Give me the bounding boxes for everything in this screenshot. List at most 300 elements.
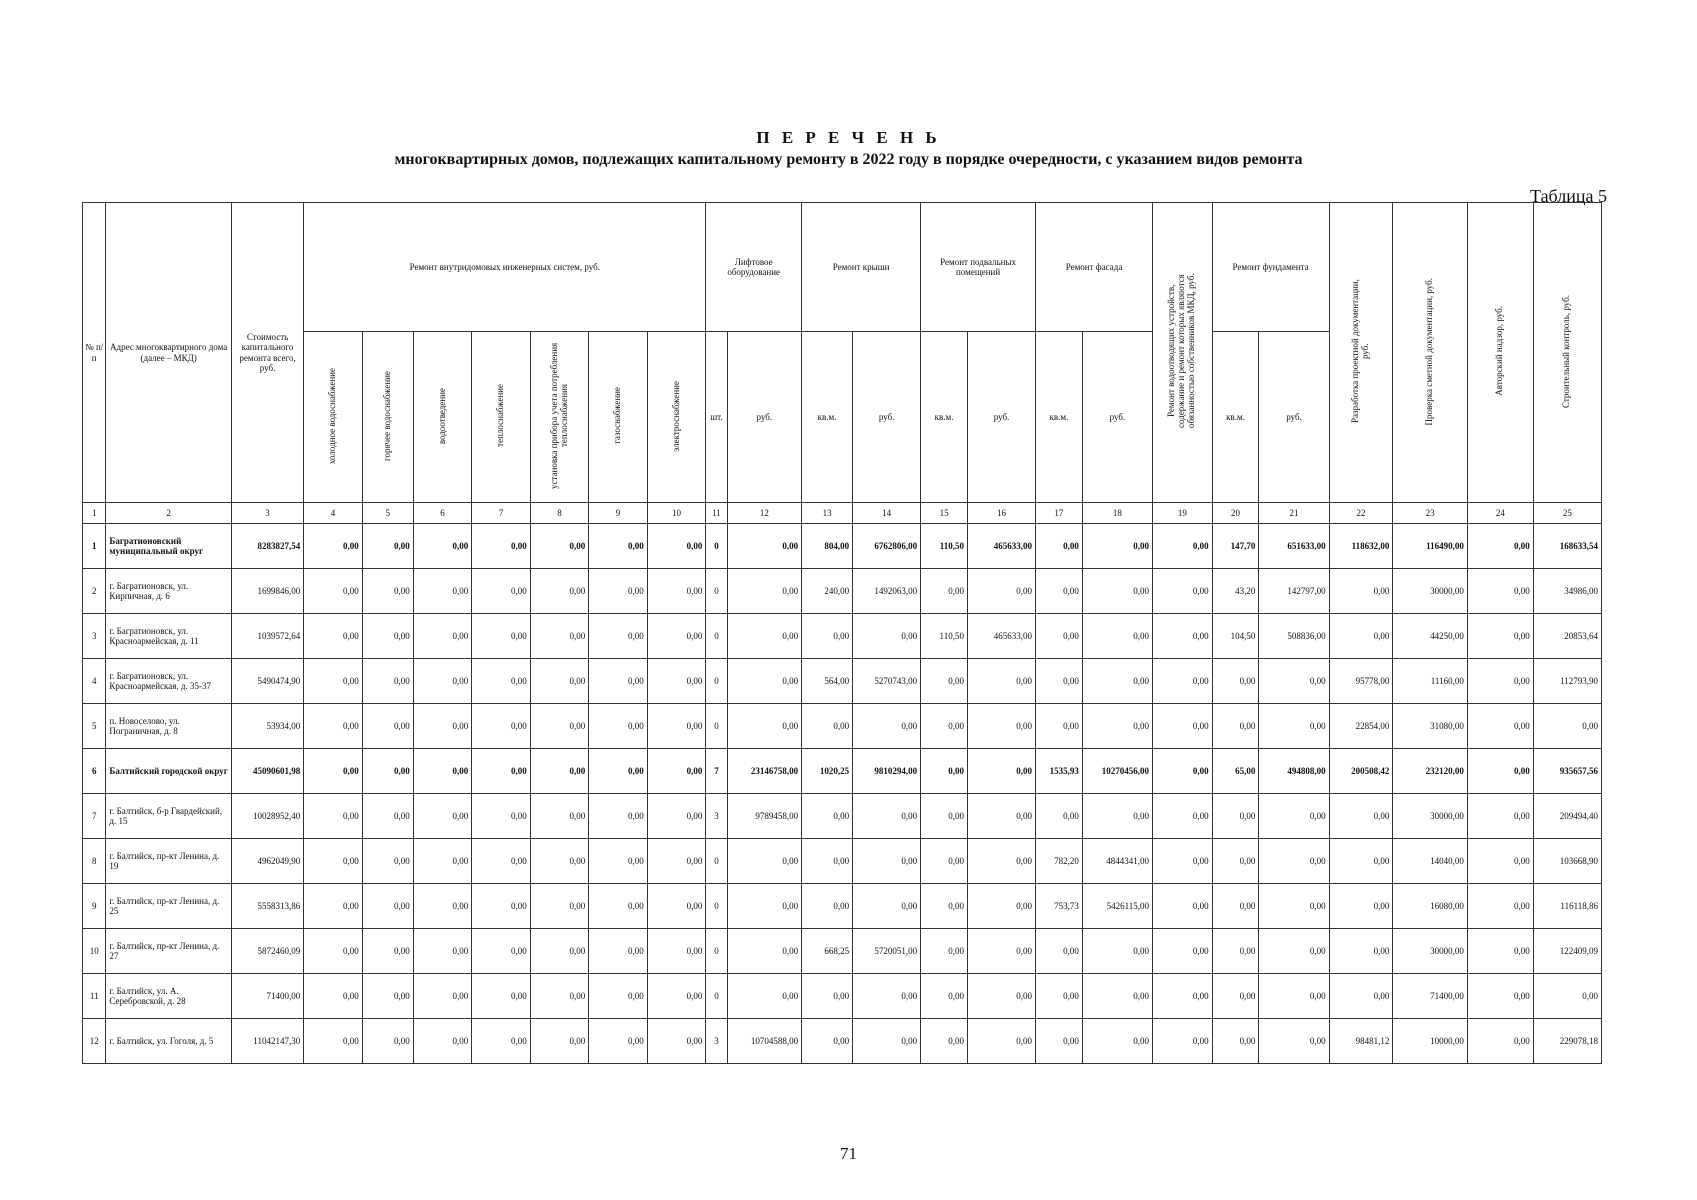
row-number-cell: 5 xyxy=(83,704,106,749)
value-cell: 71400,00 xyxy=(1393,974,1467,1019)
value-cell: 0,00 xyxy=(1329,839,1393,884)
value-cell: 0,00 xyxy=(853,1019,921,1064)
value-cell: 0,00 xyxy=(413,704,472,749)
column-number-cell: 19 xyxy=(1153,503,1213,524)
header-num: № п/п xyxy=(83,203,106,503)
value-cell: 200508,42 xyxy=(1329,749,1393,794)
value-cell: 20853,64 xyxy=(1533,614,1601,659)
column-number-cell: 14 xyxy=(853,503,921,524)
value-cell: 0 xyxy=(706,614,727,659)
table-row xyxy=(83,569,1602,614)
value-cell: 0,00 xyxy=(967,884,1035,929)
value-cell: 0,00 xyxy=(530,749,589,794)
value-cell: 0,00 xyxy=(1212,794,1259,839)
value-cell: 0,00 xyxy=(472,929,531,974)
value-cell: 564,00 xyxy=(802,659,853,704)
value-cell: 0,00 xyxy=(1153,524,1213,569)
value-cell: 30000,00 xyxy=(1393,569,1467,614)
value-cell: 0,00 xyxy=(472,884,531,929)
value-cell: 1020,25 xyxy=(802,749,853,794)
value-cell: 110,50 xyxy=(921,614,968,659)
value-cell: 8283827,54 xyxy=(231,524,303,569)
value-cell: 0,00 xyxy=(1082,569,1152,614)
value-cell: 0,00 xyxy=(530,1019,589,1064)
column-number-cell: 20 xyxy=(1212,503,1259,524)
value-cell: 0,00 xyxy=(413,569,472,614)
value-cell: 0,00 xyxy=(967,929,1035,974)
value-cell: 0,00 xyxy=(1329,974,1393,1019)
value-cell: 0,00 xyxy=(967,839,1035,884)
value-cell: 0,00 xyxy=(1259,974,1329,1019)
value-cell: 0,00 xyxy=(589,704,648,749)
value-cell: 0,00 xyxy=(967,794,1035,839)
value-cell: 0,00 xyxy=(647,704,706,749)
header-facade-group: Ремонт фасада xyxy=(1036,203,1153,332)
value-cell: 5426115,00 xyxy=(1082,884,1152,929)
value-cell: 0,00 xyxy=(1467,974,1533,1019)
value-cell: 4844341,00 xyxy=(1082,839,1152,884)
value-cell: 0,00 xyxy=(472,839,531,884)
value-cell: 0,00 xyxy=(727,614,801,659)
value-cell: 0,00 xyxy=(853,974,921,1019)
value-cell: 0,00 xyxy=(1082,929,1152,974)
header-eng-heat: теплоснабжение xyxy=(472,332,531,503)
value-cell: 0,00 xyxy=(589,884,648,929)
column-number-cell: 16 xyxy=(967,503,1035,524)
value-cell: 0,00 xyxy=(472,974,531,1019)
column-number-cell: 12 xyxy=(727,503,801,524)
table-row xyxy=(83,974,1602,1019)
value-cell: 0,00 xyxy=(1082,1019,1152,1064)
value-cell: 3 xyxy=(706,1019,727,1064)
value-cell: 0,00 xyxy=(413,929,472,974)
value-cell: 0,00 xyxy=(1259,704,1329,749)
value-cell: 0,00 xyxy=(967,974,1035,1019)
value-cell: 0,00 xyxy=(1259,1019,1329,1064)
value-cell: 0,00 xyxy=(853,704,921,749)
row-number-cell: 12 xyxy=(83,1019,106,1064)
header-total: Стоимость капитального ремонта всего, руб. xyxy=(231,203,303,503)
value-cell: 465633,00 xyxy=(967,524,1035,569)
value-cell: 10028952,40 xyxy=(231,794,303,839)
value-cell: 0,00 xyxy=(727,884,801,929)
row-number-cell: 10 xyxy=(83,929,106,974)
header-engineering-group: Ремонт внутридомовых инженерных систем, руб. xyxy=(304,203,706,332)
value-cell: 71400,00 xyxy=(231,974,303,1019)
value-cell: 0,00 xyxy=(304,1019,363,1064)
page-number: 71 xyxy=(840,1144,857,1163)
value-cell: 0,00 xyxy=(1036,794,1083,839)
address-cell: г. Багратионовск, ул. Красноармейская, д. 11 xyxy=(106,614,232,659)
value-cell: 4962049,90 xyxy=(231,839,303,884)
value-cell: 5558313,86 xyxy=(231,884,303,929)
header-address: Адрес многоквартирного дома (далее – МКД) xyxy=(106,203,232,503)
value-cell: 0,00 xyxy=(413,794,472,839)
value-cell: 0,00 xyxy=(530,839,589,884)
value-cell: 0,00 xyxy=(362,1019,413,1064)
address-cell: г. Балтийск, пр-кт Ленина, д. 27 xyxy=(106,929,232,974)
value-cell: 0,00 xyxy=(1036,974,1083,1019)
value-cell: 0,00 xyxy=(921,974,968,1019)
column-number-cell: 13 xyxy=(802,503,853,524)
column-number-cell: 21 xyxy=(1259,503,1329,524)
value-cell: 0 xyxy=(706,929,727,974)
value-cell: 34986,00 xyxy=(1533,569,1601,614)
value-cell: 1039572,64 xyxy=(231,614,303,659)
address-cell: г. Балтийск, б-р Гвардейский, д. 15 xyxy=(106,794,232,839)
value-cell: 0,00 xyxy=(921,839,968,884)
value-cell: 9789458,00 xyxy=(727,794,801,839)
value-cell: 0,00 xyxy=(647,794,706,839)
value-cell: 0,00 xyxy=(362,614,413,659)
value-cell: 0,00 xyxy=(530,704,589,749)
value-cell: 0,00 xyxy=(472,569,531,614)
value-cell: 0 xyxy=(706,884,727,929)
value-cell: 23146758,00 xyxy=(727,749,801,794)
value-cell: 0,00 xyxy=(967,749,1035,794)
value-cell: 0,00 xyxy=(1212,884,1259,929)
value-cell: 0 xyxy=(706,839,727,884)
header-facade-sqm: кв.м. xyxy=(1036,332,1083,503)
value-cell: 95778,00 xyxy=(1329,659,1393,704)
value-cell: 0,00 xyxy=(1082,974,1152,1019)
row-number-cell: 2 xyxy=(83,569,106,614)
value-cell: 0,00 xyxy=(647,839,706,884)
value-cell: 0,00 xyxy=(1212,1019,1259,1064)
value-cell: 122409,09 xyxy=(1533,929,1601,974)
value-cell: 142797,00 xyxy=(1259,569,1329,614)
value-cell: 5270743,00 xyxy=(853,659,921,704)
value-cell: 44250,00 xyxy=(1393,614,1467,659)
value-cell: 0,00 xyxy=(1036,524,1083,569)
value-cell: 0,00 xyxy=(413,614,472,659)
value-cell: 782,20 xyxy=(1036,839,1083,884)
column-number-cell: 5 xyxy=(362,503,413,524)
value-cell: 10270456,00 xyxy=(1082,749,1152,794)
value-cell: 0,00 xyxy=(472,749,531,794)
value-cell: 0,00 xyxy=(1153,614,1213,659)
value-cell: 0,00 xyxy=(802,794,853,839)
value-cell: 16080,00 xyxy=(1393,884,1467,929)
address-cell: г. Балтийск, пр-кт Ленина, д. 25 xyxy=(106,884,232,929)
value-cell: 0,00 xyxy=(1212,659,1259,704)
value-cell: 22854,00 xyxy=(1329,704,1393,749)
value-cell: 0,00 xyxy=(1329,929,1393,974)
value-cell: 0,00 xyxy=(1533,704,1601,749)
value-cell: 0,00 xyxy=(1153,749,1213,794)
value-cell: 0,00 xyxy=(647,614,706,659)
value-cell: 0,00 xyxy=(802,614,853,659)
row-number-cell: 11 xyxy=(83,974,106,1019)
value-cell: 0,00 xyxy=(362,929,413,974)
value-cell: 0,00 xyxy=(1259,659,1329,704)
value-cell: 0,00 xyxy=(413,659,472,704)
value-cell: 0,00 xyxy=(304,704,363,749)
column-number-cell: 17 xyxy=(1036,503,1083,524)
value-cell: 935657,56 xyxy=(1533,749,1601,794)
header-lift-qty: шт. xyxy=(706,332,727,503)
value-cell: 5490474,90 xyxy=(231,659,303,704)
value-cell: 0,00 xyxy=(589,749,648,794)
address-cell: г. Балтийск, ул. А. Серебровской, д. 28 xyxy=(106,974,232,1019)
value-cell: 0,00 xyxy=(530,794,589,839)
value-cell: 0,00 xyxy=(1153,1019,1213,1064)
column-number-cell: 1 xyxy=(83,503,106,524)
value-cell: 9810294,00 xyxy=(853,749,921,794)
value-cell: 0,00 xyxy=(1467,794,1533,839)
value-cell: 0,00 xyxy=(727,974,801,1019)
value-cell: 0,00 xyxy=(1153,839,1213,884)
value-cell: 0 xyxy=(706,524,727,569)
value-cell: 0,00 xyxy=(304,839,363,884)
value-cell: 0,00 xyxy=(921,749,968,794)
header-lift-rub: руб. xyxy=(727,332,801,503)
header-eng-sewer: водоотведение xyxy=(413,332,472,503)
value-cell: 0,00 xyxy=(304,884,363,929)
value-cell: 0,00 xyxy=(1467,929,1533,974)
value-cell: 0,00 xyxy=(727,929,801,974)
value-cell: 0 xyxy=(706,704,727,749)
value-cell: 98481,12 xyxy=(1329,1019,1393,1064)
column-number-cell: 15 xyxy=(921,503,968,524)
value-cell: 53934,00 xyxy=(231,704,303,749)
value-cell: 0,00 xyxy=(362,704,413,749)
value-cell: 0,00 xyxy=(530,569,589,614)
value-cell: 65,00 xyxy=(1212,749,1259,794)
value-cell: 0,00 xyxy=(413,524,472,569)
value-cell: 0,00 xyxy=(1467,749,1533,794)
address-cell: Балтийский городской округ xyxy=(106,749,232,794)
value-cell: 0,00 xyxy=(647,524,706,569)
header-basement-rub: руб. xyxy=(967,332,1035,503)
table-row xyxy=(83,704,1602,749)
value-cell: 0,00 xyxy=(647,569,706,614)
value-cell: 0,00 xyxy=(589,1019,648,1064)
value-cell: 0,00 xyxy=(727,704,801,749)
value-cell: 0,00 xyxy=(413,974,472,1019)
value-cell: 30000,00 xyxy=(1393,929,1467,974)
value-cell: 11042147,30 xyxy=(231,1019,303,1064)
header-eng-power: электроснабжение xyxy=(647,332,706,503)
header-facade-rub: руб. xyxy=(1082,332,1152,503)
value-cell: 0,00 xyxy=(921,794,968,839)
value-cell: 0,00 xyxy=(589,659,648,704)
value-cell: 0,00 xyxy=(530,929,589,974)
header-basement-sqm: кв.м. xyxy=(921,332,968,503)
value-cell: 0,00 xyxy=(853,839,921,884)
value-cell: 0,00 xyxy=(413,1019,472,1064)
value-cell: 0,00 xyxy=(589,794,648,839)
row-number-cell: 7 xyxy=(83,794,106,839)
value-cell: 0,00 xyxy=(304,794,363,839)
value-cell: 0,00 xyxy=(362,839,413,884)
value-cell: 0,00 xyxy=(1467,1019,1533,1064)
header-estimate: Проверка сметной документации, руб. xyxy=(1393,203,1467,503)
value-cell: 7 xyxy=(706,749,727,794)
value-cell: 0,00 xyxy=(1036,929,1083,974)
value-cell: 0,00 xyxy=(530,974,589,1019)
column-number-cell: 6 xyxy=(413,503,472,524)
table-row xyxy=(83,524,1602,569)
value-cell: 0,00 xyxy=(802,974,853,1019)
address-cell: г. Балтийск, ул. Гоголя, д. 5 xyxy=(106,1019,232,1064)
value-cell: 229078,18 xyxy=(1533,1019,1601,1064)
value-cell: 0,00 xyxy=(1329,884,1393,929)
value-cell: 110,50 xyxy=(921,524,968,569)
value-cell: 0,00 xyxy=(304,569,363,614)
value-cell: 0,00 xyxy=(967,704,1035,749)
value-cell: 0,00 xyxy=(1259,884,1329,929)
value-cell: 0,00 xyxy=(589,614,648,659)
value-cell: 0,00 xyxy=(1153,794,1213,839)
value-cell: 1699846,00 xyxy=(231,569,303,614)
table-row xyxy=(83,1019,1602,1064)
value-cell: 0,00 xyxy=(1153,974,1213,1019)
value-cell: 0,00 xyxy=(362,524,413,569)
value-cell: 0,00 xyxy=(472,794,531,839)
value-cell: 0,00 xyxy=(1036,569,1083,614)
header-eng-gas: газоснабжение xyxy=(589,332,648,503)
value-cell: 668,25 xyxy=(802,929,853,974)
value-cell: 465633,00 xyxy=(967,614,1035,659)
value-cell: 0,00 xyxy=(921,1019,968,1064)
value-cell: 168633,54 xyxy=(1533,524,1601,569)
value-cell: 0 xyxy=(706,569,727,614)
value-cell: 0,00 xyxy=(413,884,472,929)
header-basement-group: Ремонт подвальных помещений xyxy=(921,203,1036,332)
header-foundation-rub: руб. xyxy=(1259,332,1329,503)
value-cell: 0,00 xyxy=(1329,569,1393,614)
table-row xyxy=(83,659,1602,704)
value-cell: 0,00 xyxy=(802,839,853,884)
address-cell: г. Багратионовск, ул. Кирпичная, д. 6 xyxy=(106,569,232,614)
value-cell: 0,00 xyxy=(1467,839,1533,884)
value-cell: 0,00 xyxy=(362,749,413,794)
value-cell: 0,00 xyxy=(647,929,706,974)
value-cell: 0,00 xyxy=(1329,614,1393,659)
value-cell: 1492063,00 xyxy=(853,569,921,614)
value-cell: 0,00 xyxy=(1259,929,1329,974)
column-number-cell: 23 xyxy=(1393,503,1467,524)
value-cell: 804,00 xyxy=(802,524,853,569)
value-cell: 0 xyxy=(706,659,727,704)
header-eng-cold: холодное водоснабжение xyxy=(304,332,363,503)
table-row xyxy=(83,614,1602,659)
value-cell: 0,00 xyxy=(1329,794,1393,839)
table-row xyxy=(83,794,1602,839)
value-cell: 0,00 xyxy=(530,524,589,569)
value-cell: 0,00 xyxy=(362,569,413,614)
value-cell: 651633,00 xyxy=(1259,524,1329,569)
value-cell: 753,73 xyxy=(1036,884,1083,929)
value-cell: 0,00 xyxy=(1467,659,1533,704)
value-cell: 0,00 xyxy=(304,749,363,794)
value-cell: 0,00 xyxy=(1082,659,1152,704)
value-cell: 10704588,00 xyxy=(727,1019,801,1064)
row-number-cell: 9 xyxy=(83,884,106,929)
value-cell: 45090601,98 xyxy=(231,749,303,794)
value-cell: 0,00 xyxy=(1082,794,1152,839)
value-cell: 0,00 xyxy=(1153,704,1213,749)
header-lift-group: Лифтовое оборудование xyxy=(706,203,802,332)
value-cell: 240,00 xyxy=(802,569,853,614)
value-cell: 31080,00 xyxy=(1393,704,1467,749)
value-cell: 0,00 xyxy=(727,524,801,569)
value-cell: 0,00 xyxy=(362,794,413,839)
value-cell: 3 xyxy=(706,794,727,839)
column-number-cell: 3 xyxy=(231,503,303,524)
document-subtitle: многоквартирных домов, подлежащих капитальному ремонту в 2022 году в порядке очередности, с указанием видов ремонта xyxy=(394,151,1303,168)
repair-table xyxy=(82,202,1602,1064)
value-cell: 0,00 xyxy=(472,614,531,659)
column-number-cell: 10 xyxy=(647,503,706,524)
value-cell: 0,00 xyxy=(472,659,531,704)
value-cell: 0,00 xyxy=(1036,659,1083,704)
value-cell: 0,00 xyxy=(921,569,968,614)
value-cell: 0,00 xyxy=(362,974,413,1019)
value-cell: 0,00 xyxy=(853,614,921,659)
column-number-cell: 7 xyxy=(472,503,531,524)
value-cell: 0,00 xyxy=(967,1019,1035,1064)
value-cell: 116490,00 xyxy=(1393,524,1467,569)
value-cell: 0,00 xyxy=(853,794,921,839)
value-cell: 5872460,09 xyxy=(231,929,303,974)
header-roof-sqm: кв.м. xyxy=(802,332,853,503)
value-cell: 0,00 xyxy=(1153,929,1213,974)
value-cell: 0,00 xyxy=(589,839,648,884)
address-cell: г. Балтийск, пр-кт Ленина, д. 19 xyxy=(106,839,232,884)
value-cell: 0,00 xyxy=(1467,614,1533,659)
row-number-cell: 3 xyxy=(83,614,106,659)
value-cell: 10000,00 xyxy=(1393,1019,1467,1064)
value-cell: 147,70 xyxy=(1212,524,1259,569)
value-cell: 0,00 xyxy=(1082,704,1152,749)
value-cell: 0,00 xyxy=(921,659,968,704)
row-number-cell: 6 xyxy=(83,749,106,794)
value-cell: 0,00 xyxy=(530,659,589,704)
header-foundation-group: Ремонт фундамента xyxy=(1212,203,1329,332)
value-cell: 209494,40 xyxy=(1533,794,1601,839)
table-row xyxy=(83,749,1602,794)
value-cell: 232120,00 xyxy=(1393,749,1467,794)
value-cell: 0,00 xyxy=(589,974,648,1019)
row-number-cell: 8 xyxy=(83,839,106,884)
value-cell: 0,00 xyxy=(1082,524,1152,569)
value-cell: 0,00 xyxy=(304,974,363,1019)
address-cell: Багратионовский муниципальный округ xyxy=(106,524,232,569)
value-cell: 118632,00 xyxy=(1329,524,1393,569)
value-cell: 0,00 xyxy=(589,929,648,974)
value-cell: 0,00 xyxy=(647,749,706,794)
value-cell: 0,00 xyxy=(1036,614,1083,659)
value-cell: 11160,00 xyxy=(1393,659,1467,704)
row-number-cell: 1 xyxy=(83,524,106,569)
value-cell: 0,00 xyxy=(647,884,706,929)
header-foundation-sqm: кв.м. xyxy=(1212,332,1259,503)
value-cell: 0,00 xyxy=(727,659,801,704)
header-control: Строительный контроль, руб. xyxy=(1533,203,1601,503)
value-cell: 0,00 xyxy=(921,884,968,929)
value-cell: 0,00 xyxy=(304,614,363,659)
value-cell: 0 xyxy=(706,974,727,1019)
column-number-cell: 8 xyxy=(530,503,589,524)
value-cell: 0,00 xyxy=(727,569,801,614)
value-cell: 112793,90 xyxy=(1533,659,1601,704)
value-cell: 0,00 xyxy=(413,839,472,884)
column-number-cell: 18 xyxy=(1082,503,1152,524)
value-cell: 0,00 xyxy=(921,704,968,749)
value-cell: 0,00 xyxy=(921,929,968,974)
